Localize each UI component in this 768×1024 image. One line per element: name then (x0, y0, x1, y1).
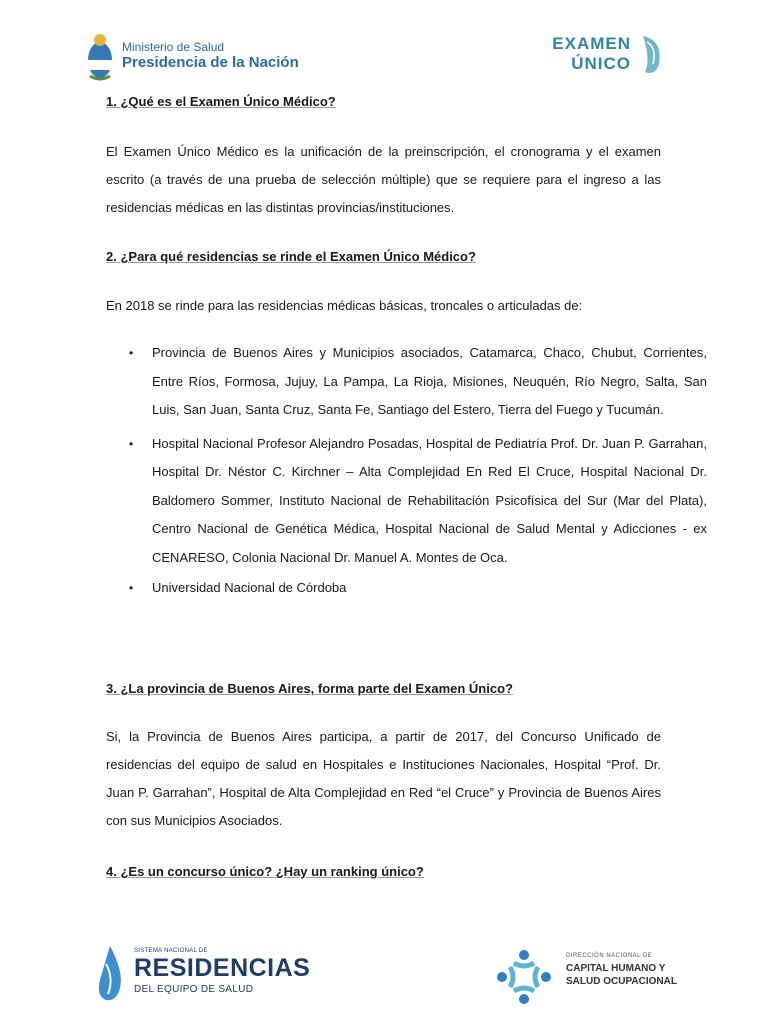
residencias-tagline: DEL EQUIPO DE SALUD (134, 984, 254, 995)
water-drop-icon (94, 944, 126, 1004)
residencias-logo (94, 944, 311, 1006)
residencias-subtitle: SISTEMA NACIONAL DE (134, 948, 208, 954)
coat-of-arms-icon (86, 30, 114, 82)
direccion-subtitle: DIRECCIÓN NACIONAL DE (566, 953, 653, 959)
list-item: • Universidad Nacional de Córdoba (152, 574, 707, 603)
unico-word: ÚNICO (571, 54, 631, 73)
residencias-title: RESIDENCIAS (134, 954, 311, 982)
examen-word: EXAMEN (552, 34, 631, 53)
direccion-title-line1: CAPITAL HUMANO Y (566, 963, 666, 974)
answer-2-paragraph: En 2018 se rinde para las residencias médicas básicas, troncales o articuladas de: (106, 298, 583, 313)
direccion-title-line2: SALUD OCUPACIONAL (566, 976, 677, 987)
leaf-icon (637, 34, 665, 76)
question-2-heading: 2. ¿Para qué residencias se rinde el Examen Único Médico? (106, 249, 476, 264)
people-swirl-icon (492, 945, 556, 1009)
ministerio-name: Ministerio de Salud (122, 40, 225, 54)
direccion-logo (492, 945, 692, 1007)
list-item: • Hospital Nacional Profesor Alejandro Posadas, Hospital de Pediatría Prof. Dr. Juan P. Garrahan, Hospital Dr. Néstor C. Kirchner – Alta Complejidad En Red El Cruce, Hospital Nacional Dr. Baldomero Sommer, Instituto Nacional de Rehabilitación Psicofísica del Sur (Mar del Plata), Centro Nacional de Genética Médica, Hospital Nacional de Salud Mental y Adicciones - ex CENARESO, Colonia Nacional Dr. Manuel A. Montes de Oca. (152, 430, 707, 573)
list-item: • Provincia de Buenos Aires y Municipios asociados, Catamarca, Chaco, Chubut, Corrientes, Entre Ríos, Formosa, Jujuy, La Pampa, La Rioja, Misiones, Neuquén, Río Negro, Salta, San Luis, San Juan, Santa Cruz, Santa Fe, Santiago del Estero, Tierra del Fuego y Tucumán. (152, 339, 707, 425)
question-4-heading: 4. ¿Es un concurso único? ¿Hay un ranking único? (106, 864, 424, 879)
presidencia-name: Presidencia de la Nación (122, 54, 299, 71)
examen-unico-logo (545, 34, 669, 78)
question-3-heading: 3. ¿La provincia de Buenos Aires, forma parte del Examen Único? (106, 681, 513, 696)
residencias-list (106, 339, 707, 603)
page-header (0, 0, 768, 95)
answer-1-paragraph: El Examen Único Médico es la unificación de la preinscripción, el cronograma y el examen escrito (a través de una prueba de selección múltiple) que se requiere para el ingreso a las residencias médicas en las distintas provincias/instituciones. (106, 144, 661, 215)
ministerio-logo (86, 30, 299, 82)
answer-3-paragraph: Si, la Provincia de Buenos Aires participa, a partir de 2017, del Concurso Unificado de residencias del equipo de salud en Hospitales e Instituciones Nacionales, Hospital “Prof. Dr. Juan P. Garrahan”, Hospital de Alta Complejidad en Red “el Cruce” y Provincia de Buenos Aires con sus Municipios Asociados. (106, 729, 661, 828)
question-1-heading: 1. ¿Qué es el Examen Único Médico? (106, 94, 336, 109)
